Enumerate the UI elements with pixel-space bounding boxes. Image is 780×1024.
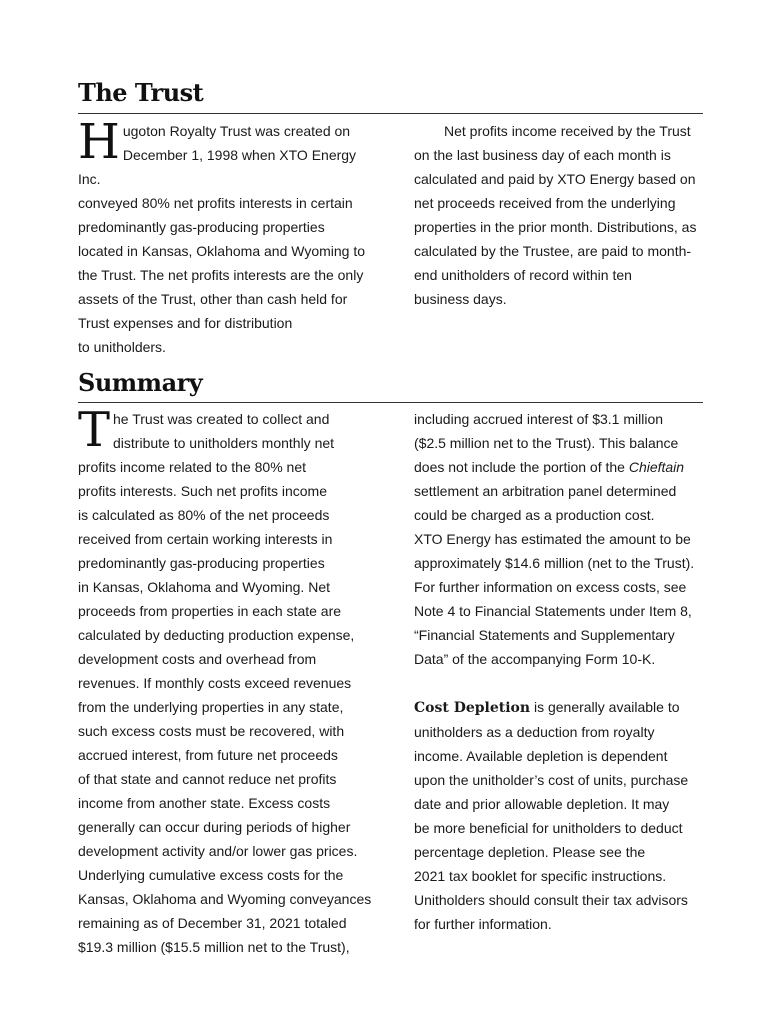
summary-section-title: Summary [78,368,203,397]
trust-distribution-paragraph: Net profits income received by the Trust on the last business day of each month is calculated and paid by XTO Energy based on net proceeds received from the underlying properties in the prior month. Distributions, as calculated by the Trustee, are paid to month- end unitholders of record within ten business days. [414,123,697,307]
excess-costs-paragraph [414,407,709,671]
excess-costs-text-end: settlement an arbitration panel determined could be charged as a production cost. XTO Energy has estimated the amount to be approximately $14.6 million (net to the Trust). For further information on excess costs, see Note 4 to Financial Statements under Item 8, “Financial Statements and Supplementary Data” of the accompanying Form 10-K. [414,483,695,667]
summary-left-column [78,402,378,959]
cost-depletion-lead: Cost Depletion [414,700,531,716]
cost-depletion-paragraph [414,695,709,936]
trust-left-column [78,114,378,359]
summary-intro-text: he Trust was created to collect and distribute to unitholders monthly net profits income related to the 80% net profits interests. Such net profits income is calculated as 80% of the net proceeds received from certain working interests in predominantly gas-producing properties in Kansas, Oklahoma and Wyoming. Net proceeds from properties in each state are calculated by deducting production expense, development costs and overhead from revenues. If monthly costs exceed revenues from the underlying properties in any state, such excess costs must be recovered, with accrued interest, from future net proceeds of that state and cannot reduce net profits income from another state. Excess costs generally can occur during periods of higher development activity and/or lower gas prices. Underlying cumulative excess costs for the Kansas, Oklahoma and Wyoming conveyances remaining as of December 31, 2021 totaled $19.3 million ($15.5 million net to the Trust), [78,411,372,955]
summary-dropcap: T [78,402,111,458]
summary-title-rule [78,402,703,403]
chieftain-italic: Chieftain [628,459,685,475]
trust-dropcap: H [78,114,120,170]
trust-intro-text: ugoton Royalty Trust was created on December 1, 1998 when XTO Energy Inc. conveyed 80% net profits interests in certain predominantly gas-producing properties located in Kansas, Oklahoma and Wyoming to the Trust. The net profits interests are the only assets of the Trust, other than cash held for Trust expenses and for distribution to unitholders. [78,123,366,355]
excess-costs-text-start: including accrued interest of $3.1 million ($2.5 million net to the Trust). This balance does not include the portion of the [414,411,679,475]
trust-right-column [414,119,709,311]
summary-right-column [414,407,709,936]
trust-intro-paragraph [78,114,378,359]
trust-title-rule [78,113,703,114]
cost-depletion-text: is generally available to unitholders as a deduction from royalty income. Available depletion is dependent upon the unitholder’s cost of units, purchase date and prior allowable depletion. It may be more beneficial for unitholders to deduct percentage depletion. Please see the 2021 tax booklet for specific instructions. Unitholders should consult their tax advisors for further information. [414,699,689,932]
summary-intro-paragraph [78,402,378,959]
paragraph-gap [414,671,709,695]
trust-section-title: The Trust [78,78,204,107]
